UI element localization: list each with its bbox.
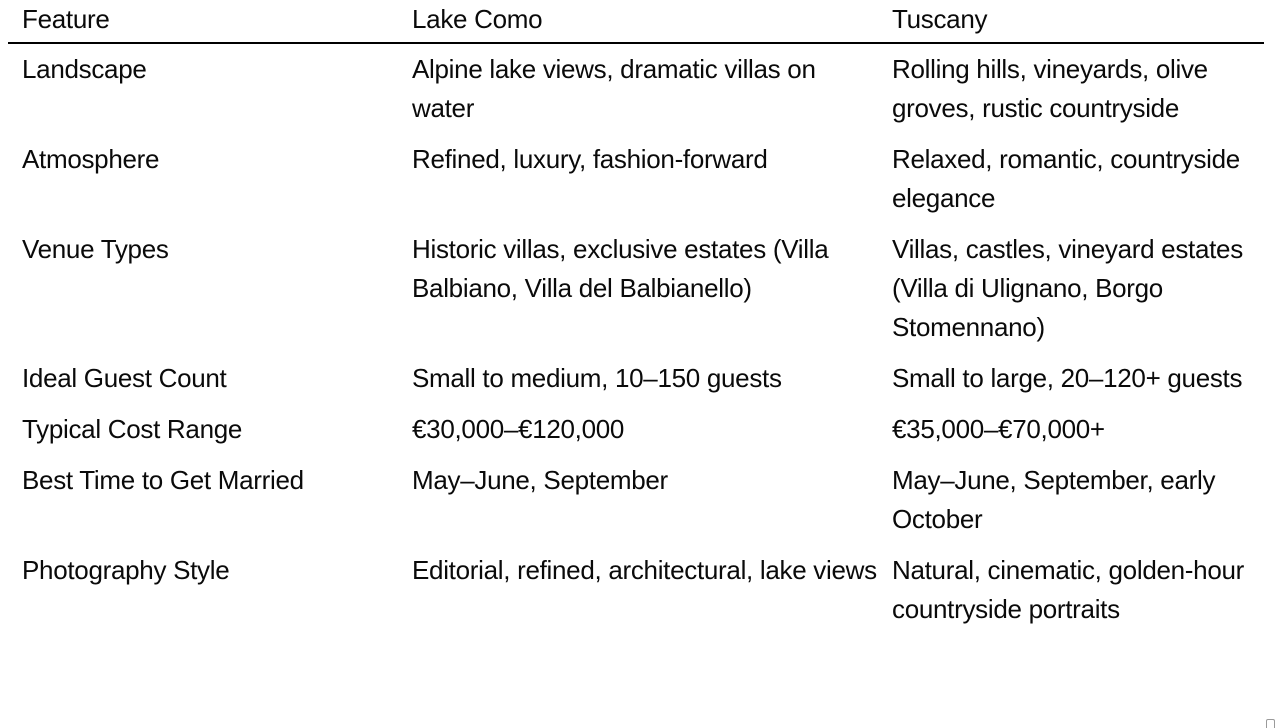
cell-tuscany: €35,000–€70,000+ bbox=[892, 414, 1105, 444]
cell-lake-como: €30,000–€120,000 bbox=[412, 414, 625, 444]
cell-lake-como: Refined, luxury, fashion-forward bbox=[412, 144, 768, 174]
cell-lake-como: Small to medium, 10–150 guests bbox=[412, 363, 782, 393]
cell-tuscany: Rolling hills, vineyards, olive groves, rustic countryside bbox=[892, 54, 1208, 123]
cell-lake-como: May–June, September bbox=[412, 465, 668, 495]
table-row bbox=[8, 404, 1264, 455]
cell-tuscany: Villas, castles, vineyard estates (Villa di Ulignano, Borgo Stomennano) bbox=[892, 234, 1243, 342]
comparison-table bbox=[8, 0, 1264, 635]
header-feature: Feature bbox=[8, 0, 412, 43]
table-row bbox=[8, 43, 1264, 134]
cell-lake-como: Alpine lake views, dramatic villas on water bbox=[412, 54, 816, 123]
cell-feature: Venue Types bbox=[22, 234, 169, 264]
table-row bbox=[8, 134, 1264, 224]
cell-feature: Ideal Guest Count bbox=[22, 363, 227, 393]
cell-feature: Landscape bbox=[22, 54, 147, 84]
table-body bbox=[8, 43, 1264, 635]
cell-tuscany: Natural, cinematic, golden-hour countryside portraits bbox=[892, 555, 1244, 624]
table-row bbox=[8, 455, 1264, 545]
cell-feature: Typical Cost Range bbox=[22, 414, 243, 444]
header-tuscany: Tuscany bbox=[888, 0, 1264, 43]
cell-lake-como: Editorial, refined, architectural, lake views bbox=[412, 555, 877, 585]
cell-feature: Photography Style bbox=[22, 555, 230, 585]
cell-feature: Atmosphere bbox=[22, 144, 160, 174]
table-row bbox=[8, 545, 1264, 635]
header-row bbox=[8, 0, 1264, 43]
cell-feature: Best Time to Get Married bbox=[22, 465, 304, 495]
header-lake-como: Lake Como bbox=[412, 0, 888, 43]
cell-lake-como: Historic villas, exclusive estates (Villa Balbiano, Villa del Balbianello) bbox=[412, 234, 829, 303]
resize-handle-icon bbox=[1266, 719, 1275, 728]
cell-tuscany: Small to large, 20–120+ guests bbox=[892, 363, 1243, 393]
table-row bbox=[8, 224, 1264, 353]
cell-tuscany: Relaxed, romantic, countryside elegance bbox=[892, 144, 1240, 213]
table-row bbox=[8, 353, 1264, 404]
table-header bbox=[8, 0, 1264, 43]
cell-tuscany: May–June, September, early October bbox=[892, 465, 1216, 534]
